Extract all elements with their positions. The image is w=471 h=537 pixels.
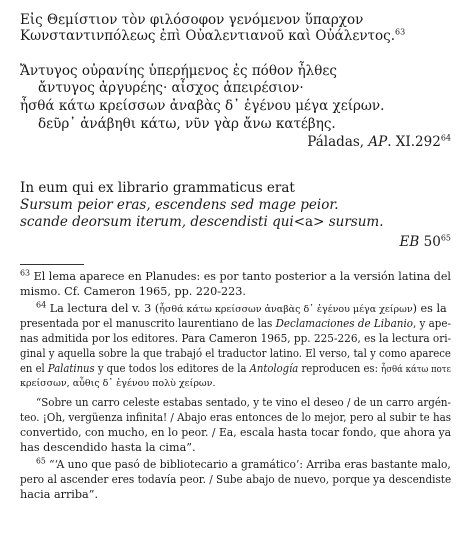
- footnote-64-line-1: $^{64}$ La lectura del v. 3 (ἦσθά κάτω κρείσσων ἀναβὰς δ᾽ ἐγένου μέγα χείρων) es la: [36, 300, 447, 315]
- greek-title-line-2: Κωνσταντινπόλεως ἐπὶ Οὐαλεντιανοῦ καὶ Οὐάλεντος.$^{63}$: [20, 27, 406, 44]
- footnote-64-line-5: en el Palatinus y que todos los editores de la Antología reproducen es: ἦσθά κάτω ποτε: [20, 362, 451, 375]
- footnote-65-line-3: hacia arriba”.: [20, 488, 98, 501]
- footnote-64-line-6: κρείσσων, αὖθις δ᾽ ἐγένου πολὺ χείρων.: [20, 378, 216, 389]
- latin-attribution: EB $50^{65}$: [399, 233, 451, 250]
- footnote-64-quote-line-2: teo. ¡Oh, vergüenza infinita! / Abajo eras entonces de lo mejor, pero al subir te has: [20, 411, 451, 424]
- footnote-64-line-2: presentada por el manuscrito laurentiano de las Declamaciones de Libanio, y ape-: [20, 317, 452, 330]
- latin-title: In eum qui ex librario grammaticus erat: [20, 180, 295, 196]
- greek-verse-4: δεῦρ᾽ ἀνάβηθι κάτω, νῦν γὰρ ἄνω κατέβης.: [38, 116, 336, 132]
- latin-verse-1: Sursum peior eras, escendens sed mage peior.: [20, 197, 339, 213]
- latin-verse-2: scande deorsum iterum, descendisti qui<a> sursum.: [20, 214, 384, 230]
- greek-verse-2: ἄντυγος ἀργυρέης· αἶσχος ἀπειρέσιον·: [38, 80, 304, 96]
- footnote-separator: [20, 264, 84, 265]
- footnote-64-line-4: ginal y aquella sobre la que trabajó el traductor latino. El verso, tal y como aparece: [20, 347, 451, 360]
- footnote-ref-64: 64: [440, 133, 451, 143]
- greek-verse-1: Ἄντυγος οὐρανίης ὑπερήμενος ἐς πόθον ἦλθες: [20, 63, 337, 79]
- greek-verse-3: ἦσθά κάτω κρείσσων ἀναβὰς δ᾽ ἐγένου μέγα χείρων.: [20, 98, 385, 114]
- footnote-64-quote-line-1: “Sobre un carro celeste estabas sentado, y te vino el deseo / de un carro argén-: [36, 396, 452, 409]
- footnote-64-quote-line-4: has descendido hasta la cima”.: [20, 441, 196, 454]
- footnote-63-line-1: $^{63}$ El lema aparece en Planudes: es por tanto posterior a la versión latina del: [20, 268, 451, 283]
- footnote-65-line-2: pero al ascender eres todavía peor. / Sube abajo de nuevo, porque ya descendiste: [20, 473, 452, 486]
- footnote-ref-63: 63: [394, 27, 406, 37]
- footnote-65-line-1: $^{65}$ “‘A uno que pasó de bibliotecario a gramático’: Arriba eras bastante malo,: [36, 456, 451, 471]
- footnote-64-line-3: nas admitida por los editores. Para Cameron 1965, pp. 225-226, es la lectura ori-: [20, 332, 452, 345]
- footnote-63-line-2: mismo. Cf. Cameron 1965, pp. 220-223.: [20, 285, 246, 298]
- greek-attribution: Páladas, AP. XI.292$^{64}$: [307, 133, 451, 150]
- greek-title-line-1: Εἰς Θεμίστιον τὸν φιλόσοφον γενόμενον ὕπαρχον: [20, 12, 364, 28]
- footnote-64-quote-line-3: convertido, con mucho, en lo peor. / Ea, escala hasta tocar fondo, que ahora ya: [20, 426, 452, 439]
- footnote-ref-65: 65: [440, 233, 451, 243]
